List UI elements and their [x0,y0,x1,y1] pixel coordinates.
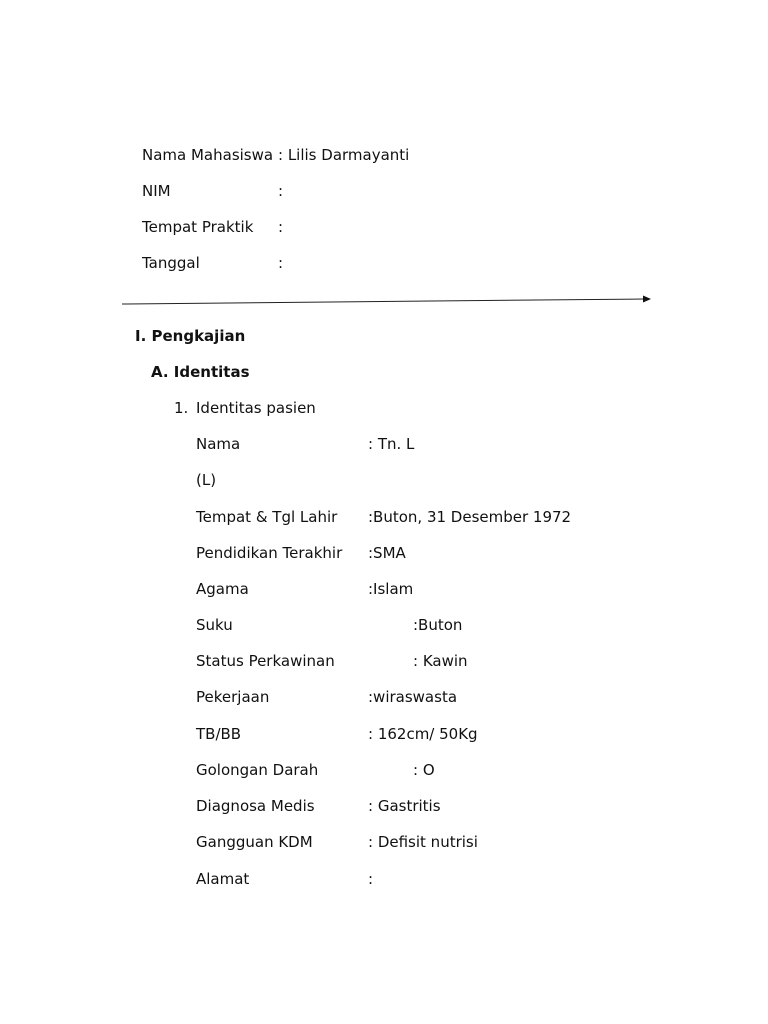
patient-value-nama: : Tn. L [368,435,415,453]
section-title: I. Pengkajian [135,327,246,345]
patient-label-tb-bb: TB/BB [196,725,242,743]
field-label-nim: NIM [142,182,171,200]
patient-label-diagnosa-medis: Diagnosa Medis [196,797,315,815]
patient-value-diagnosa-medis: : Gastritis [368,797,441,815]
field-label-tempat-praktik: Tempat Praktik [142,218,254,236]
patient-value-alamat: : [368,870,374,888]
arrowhead-icon [643,296,651,303]
field-value-nim: : [278,182,284,200]
patient-label-golongan-darah: Golongan Darah [196,761,319,779]
list-item-title: Identitas pasien [196,399,316,417]
patient-label-pendidikan: Pendidikan Terakhir [196,544,343,562]
patient-label-status-perkawinan: Status Perkawinan [196,652,335,670]
divider-line [122,299,644,304]
field-value-tanggal: : [278,254,284,272]
field-label-tanggal: Tanggal [142,254,200,272]
patient-label-suku: Suku [196,616,233,634]
patient-value-pendidikan: :SMA [368,544,406,562]
patient-value-tb-bb: : 162cm/ 50Kg [368,725,478,743]
field-value-tempat-praktik: : [278,218,284,236]
patient-label-gangguan-kdm: Gangguan KDM [196,833,313,851]
patient-label-gender: (L) [196,471,217,489]
patient-value-suku: :Buton [413,616,463,634]
patient-label-agama: Agama [196,580,249,598]
patient-value-gangguan-kdm: : Defisit nutrisi [368,833,478,851]
field-label-nama-mahasiswa: Nama Mahasiswa [142,146,274,164]
patient-value-tempat-tgl-lahir: :Buton, 31 Desember 1972 [368,508,572,526]
field-value-nama-mahasiswa: : Lilis Darmayanti [278,146,410,164]
patient-value-status-perkawinan: : Kawin [413,652,468,670]
patient-label-nama: Nama [196,435,241,453]
patient-label-pekerjaan: Pekerjaan [196,688,270,706]
patient-label-alamat: Alamat [196,870,250,888]
patient-value-agama: :Islam [368,580,414,598]
subsection-title: A. Identitas [151,363,250,381]
list-number: 1. [174,399,189,417]
patient-label-tempat-tgl-lahir: Tempat & Tgl Lahir [196,508,338,526]
patient-value-golongan-darah: : O [413,761,435,779]
patient-value-pekerjaan: :wiraswasta [368,688,458,706]
